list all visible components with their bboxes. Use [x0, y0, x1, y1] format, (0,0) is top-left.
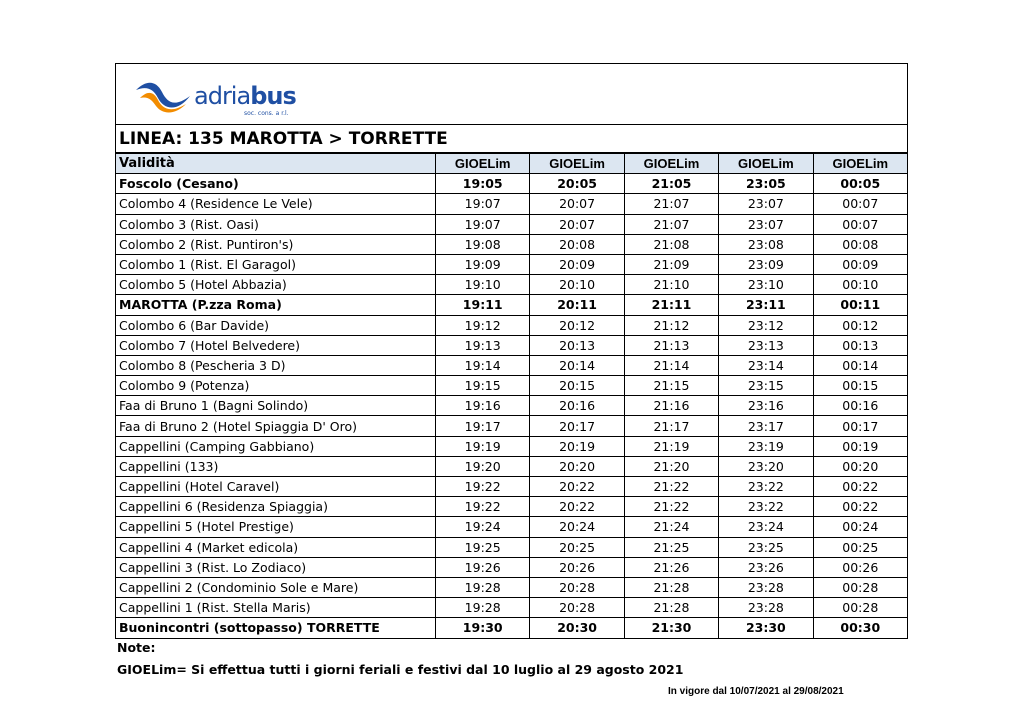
departure-time: 19:05 [436, 174, 530, 194]
stop-name: Cappellini (133) [116, 456, 436, 476]
stop-name: Cappellini 3 (Rist. Lo Zodiaco) [116, 557, 436, 577]
stop-name: Colombo 5 (Hotel Abbazia) [116, 275, 436, 295]
departure-time: 20:16 [530, 396, 624, 416]
timetable-body [116, 174, 908, 638]
departure-time: 21:26 [624, 557, 718, 577]
departure-time: 23:17 [719, 416, 813, 436]
departure-time: 20:22 [530, 497, 624, 517]
validity-text: In vigore dal 10/07/2021 al 29/08/2021 [668, 686, 844, 697]
stop-name: Foscolo (Cesano) [116, 174, 436, 194]
stop-name: Cappellini 5 (Hotel Prestige) [116, 517, 436, 537]
departure-time: 20:10 [530, 275, 624, 295]
departure-time: 00:22 [813, 497, 907, 517]
table-row [116, 598, 908, 618]
departure-time: 20:09 [530, 254, 624, 274]
departure-time: 00:20 [813, 456, 907, 476]
departure-time: 00:10 [813, 275, 907, 295]
departure-time: 23:20 [719, 456, 813, 476]
departure-time: 19:13 [436, 335, 530, 355]
stop-name: MAROTTA (P.zza Roma) [116, 295, 436, 315]
departure-time: 21:07 [624, 194, 718, 214]
departure-time: 21:10 [624, 275, 718, 295]
departure-time: 21:16 [624, 396, 718, 416]
table-row [116, 557, 908, 577]
departure-time: 00:13 [813, 335, 907, 355]
header-column: GIOELim [624, 154, 718, 174]
table-row [116, 335, 908, 355]
departure-time: 21:08 [624, 234, 718, 254]
departure-time: 20:30 [530, 618, 624, 638]
departure-time: 21:12 [624, 315, 718, 335]
brand-light: adria [194, 82, 251, 110]
notes-label: Note: [117, 640, 156, 655]
stop-name: Cappellini (Camping Gabbiano) [116, 436, 436, 456]
header-logo-box [115, 63, 908, 125]
departure-time: 23:11 [719, 295, 813, 315]
table-row [116, 295, 908, 315]
departure-time: 20:07 [530, 194, 624, 214]
departure-time: 23:30 [719, 618, 813, 638]
table-row [116, 577, 908, 597]
departure-time: 00:14 [813, 355, 907, 375]
header-column: GIOELim [436, 154, 530, 174]
table-row [116, 234, 908, 254]
departure-time: 21:28 [624, 598, 718, 618]
stop-name: Colombo 9 (Potenza) [116, 376, 436, 396]
departure-time: 19:07 [436, 214, 530, 234]
departure-time: 21:14 [624, 355, 718, 375]
departure-time: 00:11 [813, 295, 907, 315]
stop-name: Faa di Bruno 2 (Hotel Spiaggia D' Oro) [116, 416, 436, 436]
stop-name: Cappellini (Hotel Caravel) [116, 477, 436, 497]
header-column: GIOELim [719, 154, 813, 174]
page-title: LINEA: 135 MAROTTA > TORRETTE [115, 125, 908, 153]
stop-name: Colombo 8 (Pescheria 3 D) [116, 355, 436, 375]
departure-time: 23:28 [719, 577, 813, 597]
departure-time: 00:26 [813, 557, 907, 577]
departure-time: 21:13 [624, 335, 718, 355]
brand-name [194, 82, 296, 110]
departure-time: 20:14 [530, 355, 624, 375]
table-row [116, 194, 908, 214]
departure-time: 00:08 [813, 234, 907, 254]
departure-time: 20:24 [530, 517, 624, 537]
departure-time: 23:15 [719, 376, 813, 396]
departure-time: 21:17 [624, 416, 718, 436]
brand-bold: bus [250, 82, 296, 110]
brand-sub: soc. cons. a r.l. [244, 110, 289, 117]
departure-time: 20:17 [530, 416, 624, 436]
table-row [116, 618, 908, 638]
departure-time: 19:08 [436, 234, 530, 254]
departure-time: 23:13 [719, 335, 813, 355]
departure-time: 21:20 [624, 456, 718, 476]
stop-name: Cappellini 4 (Market edicola) [116, 537, 436, 557]
departure-time: 19:07 [436, 194, 530, 214]
departure-time: 21:09 [624, 254, 718, 274]
departure-time: 21:24 [624, 517, 718, 537]
departure-time: 19:20 [436, 456, 530, 476]
departure-time: 23:26 [719, 557, 813, 577]
departure-time: 21:28 [624, 577, 718, 597]
table-row [116, 537, 908, 557]
departure-time: 00:19 [813, 436, 907, 456]
departure-time: 19:17 [436, 416, 530, 436]
departure-time: 23:24 [719, 517, 813, 537]
stop-name: Colombo 7 (Hotel Belvedere) [116, 335, 436, 355]
departure-time: 19:30 [436, 618, 530, 638]
departure-time: 00:22 [813, 477, 907, 497]
departure-time: 23:12 [719, 315, 813, 335]
departure-time: 23:28 [719, 598, 813, 618]
departure-time: 00:16 [813, 396, 907, 416]
stop-name: Colombo 3 (Rist. Oasi) [116, 214, 436, 234]
departure-time: 00:17 [813, 416, 907, 436]
departure-time: 20:11 [530, 295, 624, 315]
departure-time: 23:22 [719, 477, 813, 497]
stop-name: Colombo 2 (Rist. Puntiron's) [116, 234, 436, 254]
stop-name: Colombo 6 (Bar Davide) [116, 315, 436, 335]
departure-time: 00:07 [813, 194, 907, 214]
timetable-header-row [116, 154, 908, 174]
departure-time: 19:19 [436, 436, 530, 456]
departure-time: 00:15 [813, 376, 907, 396]
departure-time: 00:28 [813, 598, 907, 618]
departure-time: 20:25 [530, 537, 624, 557]
departure-time: 20:05 [530, 174, 624, 194]
departure-time: 23:25 [719, 537, 813, 557]
departure-time: 21:19 [624, 436, 718, 456]
departure-time: 00:30 [813, 618, 907, 638]
departure-time: 19:25 [436, 537, 530, 557]
departure-time: 19:12 [436, 315, 530, 335]
departure-time: 23:07 [719, 214, 813, 234]
table-row [116, 275, 908, 295]
departure-time: 23:05 [719, 174, 813, 194]
adriabus-logo [134, 76, 294, 116]
departure-time: 20:08 [530, 234, 624, 254]
departure-time: 19:15 [436, 376, 530, 396]
header-column: GIOELim [530, 154, 624, 174]
departure-time: 21:07 [624, 214, 718, 234]
table-row [116, 477, 908, 497]
stop-name: Cappellini 2 (Condominio Sole e Mare) [116, 577, 436, 597]
departure-time: 23:07 [719, 194, 813, 214]
swoosh-icon [134, 76, 194, 116]
table-row [116, 436, 908, 456]
notes-text: GIOELim= Si effettua tutti i giorni feriali e festivi dal 10 luglio al 29 agosto 2021 [117, 662, 684, 677]
departure-time: 20:22 [530, 477, 624, 497]
departure-time: 19:28 [436, 577, 530, 597]
stop-name: Cappellini 6 (Residenza Spiaggia) [116, 497, 436, 517]
departure-time: 19:10 [436, 275, 530, 295]
stop-name: Colombo 1 (Rist. El Garagol) [116, 254, 436, 274]
departure-time: 23:09 [719, 254, 813, 274]
table-row [116, 376, 908, 396]
departure-time: 19:14 [436, 355, 530, 375]
table-row [116, 416, 908, 436]
departure-time: 19:28 [436, 598, 530, 618]
departure-time: 21:22 [624, 497, 718, 517]
departure-time: 23:22 [719, 497, 813, 517]
departure-time: 00:07 [813, 214, 907, 234]
departure-time: 21:15 [624, 376, 718, 396]
stop-name: Faa di Bruno 1 (Bagni Solindo) [116, 396, 436, 416]
departure-time: 23:14 [719, 355, 813, 375]
departure-time: 23:08 [719, 234, 813, 254]
table-row [116, 254, 908, 274]
departure-time: 20:19 [530, 436, 624, 456]
departure-time: 23:16 [719, 396, 813, 416]
table-row [116, 315, 908, 335]
departure-time: 21:30 [624, 618, 718, 638]
stop-name: Colombo 4 (Residence Le Vele) [116, 194, 436, 214]
departure-time: 20:12 [530, 315, 624, 335]
header-column: GIOELim [813, 154, 907, 174]
departure-time: 20:20 [530, 456, 624, 476]
table-row [116, 517, 908, 537]
departure-time: 20:15 [530, 376, 624, 396]
departure-time: 00:09 [813, 254, 907, 274]
stop-name: Cappellini 1 (Rist. Stella Maris) [116, 598, 436, 618]
departure-time: 19:11 [436, 295, 530, 315]
departure-time: 00:12 [813, 315, 907, 335]
header-validita: Validità [116, 154, 436, 174]
departure-time: 19:26 [436, 557, 530, 577]
timetable [115, 153, 908, 639]
departure-time: 19:24 [436, 517, 530, 537]
table-row [116, 456, 908, 476]
table-row [116, 497, 908, 517]
departure-time: 21:25 [624, 537, 718, 557]
departure-time: 23:10 [719, 275, 813, 295]
departure-time: 00:05 [813, 174, 907, 194]
departure-time: 21:22 [624, 477, 718, 497]
departure-time: 21:11 [624, 295, 718, 315]
departure-time: 20:28 [530, 598, 624, 618]
departure-time: 00:24 [813, 517, 907, 537]
table-row [116, 396, 908, 416]
departure-time: 19:22 [436, 497, 530, 517]
stop-name: Buonincontri (sottopasso) TORRETTE [116, 618, 436, 638]
departure-time: 20:07 [530, 214, 624, 234]
departure-time: 19:16 [436, 396, 530, 416]
departure-time: 20:28 [530, 577, 624, 597]
table-row [116, 174, 908, 194]
departure-time: 19:09 [436, 254, 530, 274]
departure-time: 19:22 [436, 477, 530, 497]
departure-time: 20:13 [530, 335, 624, 355]
departure-time: 00:25 [813, 537, 907, 557]
departure-time: 20:26 [530, 557, 624, 577]
departure-time: 00:28 [813, 577, 907, 597]
departure-time: 21:05 [624, 174, 718, 194]
departure-time: 23:19 [719, 436, 813, 456]
table-row [116, 214, 908, 234]
table-row [116, 355, 908, 375]
